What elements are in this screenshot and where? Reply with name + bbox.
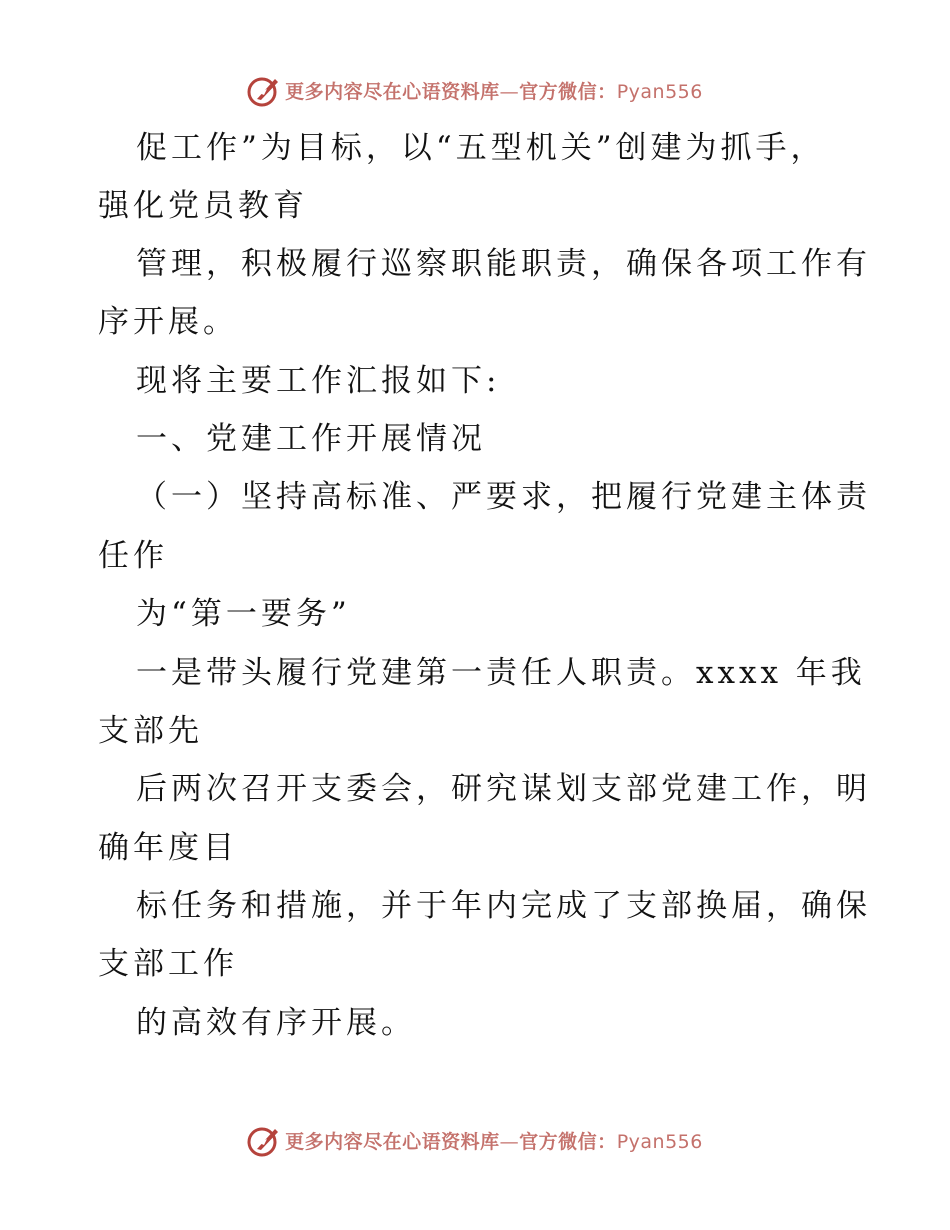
watermark-label: 官方微信： <box>519 80 617 103</box>
watermark-separator: — <box>499 80 520 103</box>
body-line: 的高效有序开展。 <box>136 1005 416 1041</box>
watermark-brand: 更多内容尽在心语资料库 <box>285 1130 500 1153</box>
body-line: 强化党员教育 <box>98 188 308 224</box>
watermark-label: 官方微信： <box>519 1130 617 1153</box>
body-line: 确年度目 <box>98 830 238 866</box>
body-line: 现将主要工作汇报如下: <box>136 363 501 399</box>
section-heading: 一、党建工作开展情况 <box>136 421 486 457</box>
body-line: 任作 <box>98 538 168 574</box>
body-line: 促工作”为目标，以“五型机关”创建为抓手， <box>136 130 826 166</box>
watermark-text <box>285 1127 703 1154</box>
body-line: 支部先 <box>98 713 203 749</box>
footer-watermark <box>0 1120 950 1160</box>
body-line: 为“第一要务” <box>136 596 351 632</box>
subsection-heading: （一）坚持高标准、严要求，把履行党建主体责 <box>136 479 871 515</box>
body-line: 管理，积极履行巡察职能职责，确保各项工作有 <box>136 246 871 282</box>
body-line: 后两次召开支委会，研究谋划支部党建工作，明 <box>136 771 871 807</box>
body-line: 序开展。 <box>98 304 238 340</box>
watermark-brand: 更多内容尽在心语资料库 <box>285 80 500 103</box>
body-line: 一是带头履行党建第一责任人职责。xxxx 年我 <box>136 655 866 691</box>
quill-circle-icon <box>247 1123 281 1157</box>
body-line: 标任务和措施，并于年内完成了支部换届，确保 <box>136 888 871 924</box>
body-line: 支部工作 <box>98 946 238 982</box>
watermark-wechat-id: Pyan556 <box>616 80 703 103</box>
watermark-separator: — <box>499 1130 520 1153</box>
watermark-wechat-id: Pyan556 <box>616 1130 703 1153</box>
